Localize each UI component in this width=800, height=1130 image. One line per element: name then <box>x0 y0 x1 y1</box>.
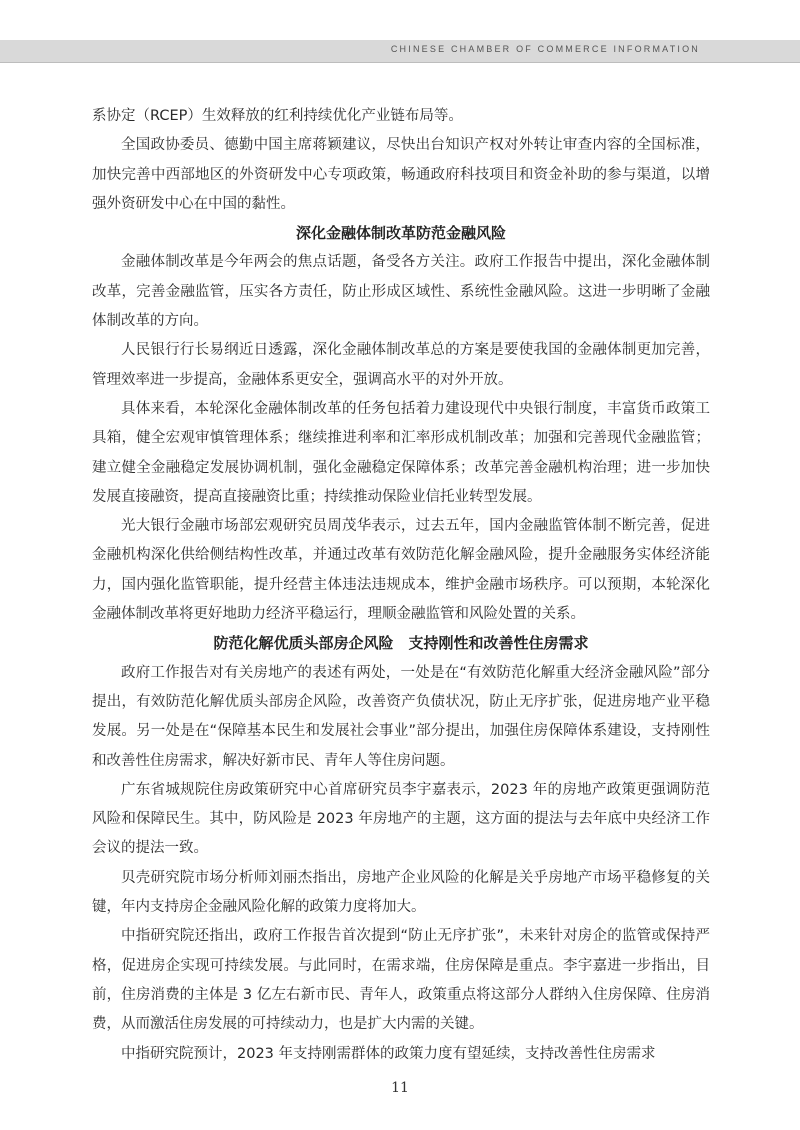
paragraph: 具体来看，本轮深化金融体制改革的任务包括着力建设现代中央银行制度，丰富货币政策工具箱，健全宏观审慎管理体系；继续推进利率和汇率形成机制改革；加强和完善现代金融监管；建立健全金融稳定发展协调机制，强化金融稳定保障体系；改革完善金融机构治理；进一步加快发展直接融资，提高直接融资比重；持续推动保险业信托业转型发展。 <box>92 400 710 505</box>
paragraph: 光大银行金融市场部宏观研究员周茂华表示，过去五年，国内金融监管体制不断完善，促进金融机构深化供给侧结构性改革，并通过改革有效防范化解金融风险，提升金融服务实体经济能力，国内强化监管职能，提升经营主体违法违规成本，维护金融市场秩序。可以预期，本轮深化金融体制改革将更好地助力经济平稳运行，理顺金融监管和风险处置的关系。 <box>92 518 710 623</box>
paragraph: 系协定（RCEP）生效释放的红利持续优化产业链布局等。 <box>92 108 463 124</box>
article-body <box>92 102 710 1069</box>
header-divider <box>0 62 800 63</box>
page-number: 11 <box>391 1080 409 1096</box>
paragraph: 全国政协委员、德勤中国主席蒋颖建议，尽快出台知识产权对外转让审查内容的全国标准，加快完善中西部地区的外资研发中心专项政策，畅通政府科技项目和资金补助的参与渠道，以增强外资研发中心在中国的黏性。 <box>92 137 710 212</box>
paragraph: 中指研究院还指出，政府工作报告首次提到“防止无序扩张”，未来针对房企的监管或保持严格，促进房企实现可持续发展。与此同时，在需求端，住房保障是重点。李宇嘉进一步指出，目前，住房消费的主体是 3 亿左右新市民、青年人，政策重点将这部分人群纳入住房保障、住房消费，从而激活住房发展的可持续动力，也是扩大内需的关键。 <box>92 928 710 1033</box>
paragraph: 广东省城规院住房政策研究中心首席研究员李宇嘉表示，2023 年的房地产政策更强调防范风险和保障民生。其中，防风险是 2023 年房地产的主题，这方面的提法与去年底中央经济工作会议的提法一致。 <box>92 781 710 857</box>
section-heading: 深化金融体制改革防范金融风险 <box>295 224 506 243</box>
paragraph: 人民银行行长易纲近日透露，深化金融体制改革总的方案是要使我国的金融体制更加完善，管理效率进一步提高，金融体系更安全，强调高水平的对外开放。 <box>92 342 710 388</box>
paragraph: 金融体制改革是今年两会的焦点话题，备受各方关注。政府工作报告中提出，深化金融体制改革，完善金融监管，压实各方责任，防止形成区域性、系统性金融风险。这进一步明晰了金融体制改革的方向。 <box>92 254 710 330</box>
paragraph: 中指研究院预计，2023 年支持刚需群体的政策力度有望延续，支持改善性住房需求 <box>121 1045 656 1062</box>
section-heading: 防范化解优质头部房企风险 支持刚性和改善性住房需求 <box>213 634 589 653</box>
publication-name: CHINESE CHAMBER OF COMMERCE INFORMATION <box>390 44 700 54</box>
paragraph: 政府工作报告对有关房地产的表述有两处，一处是在“有效防范化解重大经济金融风险”部分提出，有效防范化解优质头部房企风险，改善资产负债状况，防止无序扩张，促进房地产业平稳发展。另一处是在“保障基本民生和发展社会事业”部分提出，加强住房保障体系建设，支持刚性和改善性住房需求，解决好新市民、青年人等住房问题。 <box>92 664 710 769</box>
paragraph: 贝壳研究院市场分析师刘丽杰指出，房地产企业风险的化解是关乎房地产市场平稳修复的关键，年内支持房企金融风险化解的政策力度将加大。 <box>92 869 710 916</box>
